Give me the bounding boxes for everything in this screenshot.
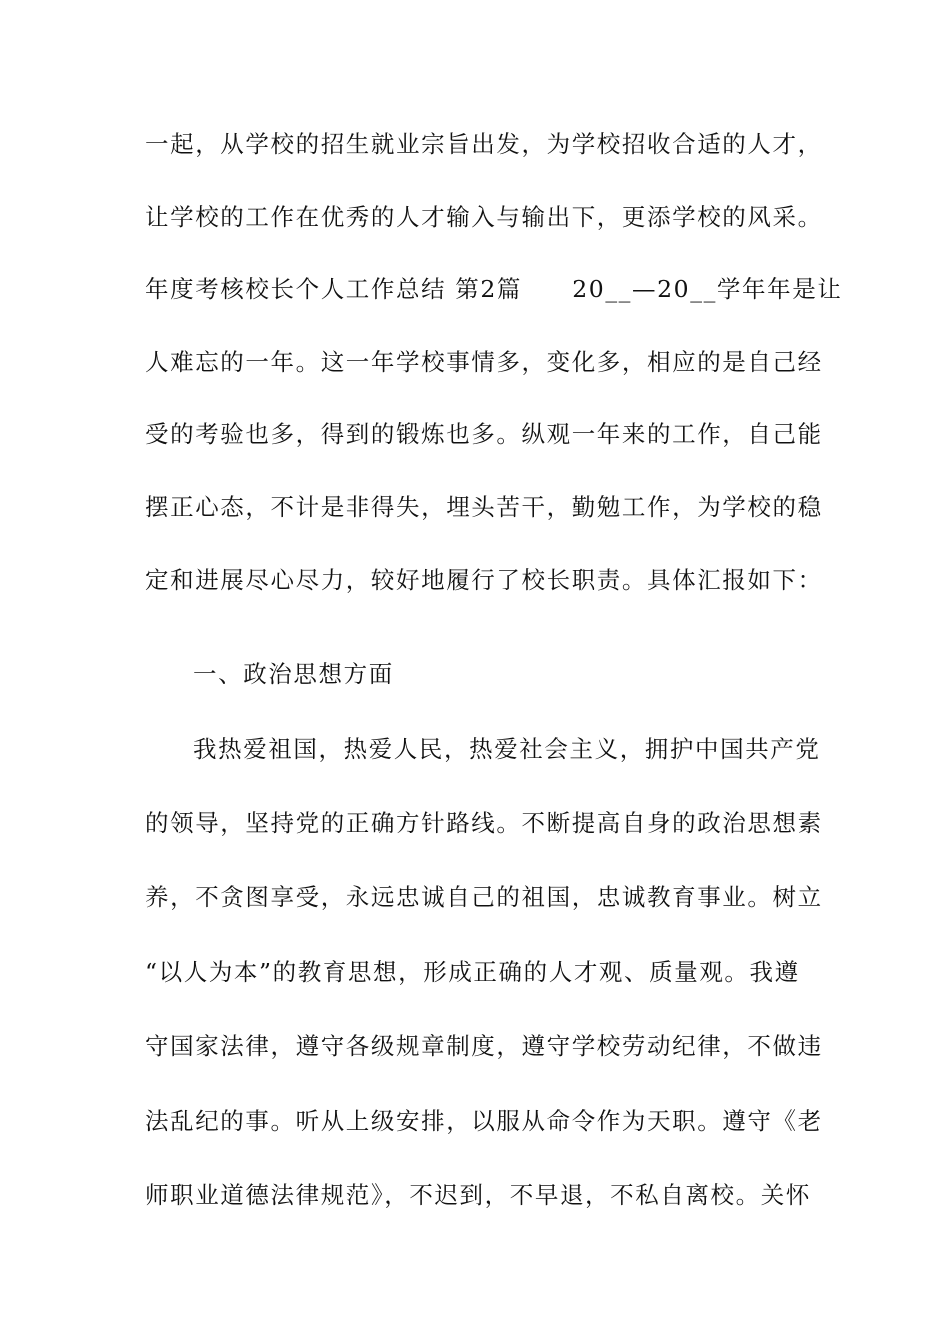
body-text-line: 摆正心态，不计是非得失，埋头苦干，勤勉工作，为学校的稳 <box>145 493 823 521</box>
section-heading: 一、政治思想方面 <box>193 660 394 688</box>
body-text-line: 让学校的工作在优秀的人才输入与输出下，更添学校的风采。 <box>145 203 823 231</box>
body-text-line: 我热爱祖国，热爱人民，热爱社会主义，拥护中国共产党 <box>193 735 821 763</box>
body-text-line: 养，不贪图享受，永远忠诚自己的祖国，忠诚教育事业。树立 <box>145 883 823 911</box>
body-text-line: 定和进展尽心尽力，较好地履行了校长职责。具体汇报如下： <box>145 566 823 594</box>
body-text-line: 法乱纪的事。听从上级安排，以服从命令作为天职。遵守《老 <box>145 1107 823 1135</box>
body-text-line: 师职业道德法律规范》，不迟到，不早退，不私自离校。关怀 <box>145 1181 811 1209</box>
body-text-line: 的领导，坚持党的正确方针路线。不断提高自身的政治思想素 <box>145 809 823 837</box>
body-text-line: 一起，从学校的招生就业宗旨出发，为学校招收合适的人才， <box>145 130 823 158</box>
body-text-line: 人难忘的一年。这一年学校事情多，变化多，相应的是自己经 <box>145 348 823 376</box>
body-text-line: 守国家法律，遵守各级规章制度，遵守学校劳动纪律，不做违 <box>145 1032 823 1060</box>
body-text-line: 受的考验也多，得到的锻炼也多。纵观一年来的工作，自己能 <box>145 420 823 448</box>
body-text-line: “以人为本”的教育思想，形成正确的人才观、质量观。我遵 <box>145 958 800 986</box>
section-title-line: 年度考核校长个人工作总结 第2篇 20__—20__学年年是让 <box>145 275 843 303</box>
